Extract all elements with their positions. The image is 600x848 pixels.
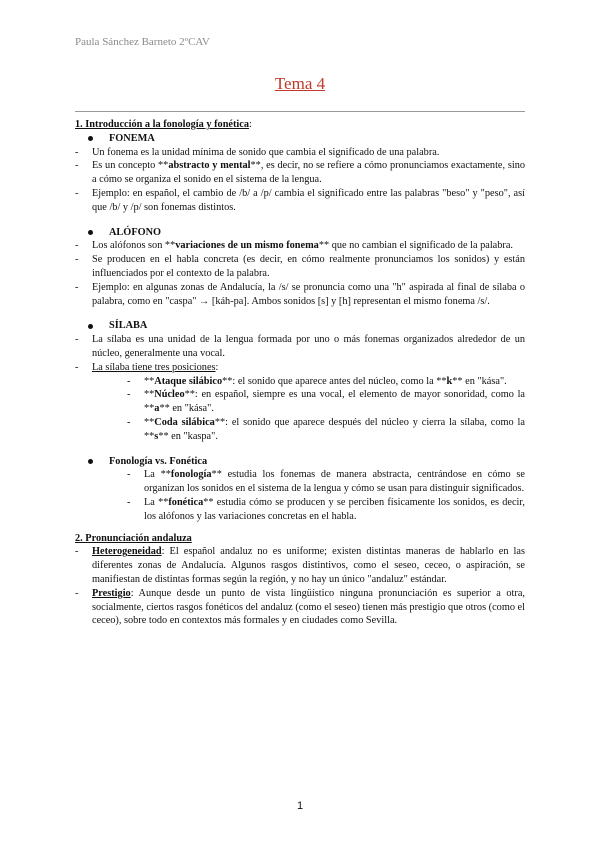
fonema-item-3: - Ejemplo: en español, el cambio de /b/ a /p/ cambia el significado entre las palabras "beso" y "peso", así que /b/ y /p/ son fonemas distintos. — [75, 187, 525, 215]
page-title: Tema 4 — [274, 74, 326, 93]
section-1-heading: 1. Introducción a la fonología y fonética — [75, 119, 250, 130]
alofono-item-1: - Los alófonos son **variaciones de un mismo fonema** que no cambian el significado de la palabra. — [75, 239, 525, 253]
andaluz-item-heterogeneidad: - Heterogeneidad: El español andaluz no es uniforme; existen distintas maneras de hablarlo en las diferentes zonas de Andalucía. Algunos rasgos distintivos, como el seseo, ceceo, o aspiración, se manifiestan de distintas formas según la región, y no hay un único "andaluz" estándar. — [75, 545, 525, 586]
bullet-silaba: SÍLABA — [75, 319, 525, 333]
silaba-item-2: - La sílaba tiene tres posiciones: — [75, 361, 525, 375]
page-header-author: Paula Sánchez Barneto 2ºCAV — [75, 36, 210, 48]
fvf-item-fonologia: - La **fonología** estudia los fonemas de manera abstracta, centrándose en cómo se organizan los sonidos en el sistema de la lengua y cómo se usan para distinguir significados. — [75, 468, 525, 496]
page-number: 1 — [296, 800, 304, 812]
fonema-item-2: - Es un concepto **abstracto y mental**, es decir, no se refiere a cómo pronunciamos exactamente, sino a cómo se organiza el sonido en el sistema de la lengua. — [75, 159, 525, 187]
silaba-position-nucleo: - **Núcleo**: en español, siempre es una vocal, el elemento de mayor sonoridad, como la **a** en "kása". — [75, 388, 525, 416]
bullet-fonema: FONEMA — [75, 132, 525, 146]
section-1-heading-line — [75, 118, 525, 132]
silaba-item-1: - La sílaba es una unidad de la lengua formada por uno o más fonemas organizados alrededor de un núcleo, generalmente una vocal. — [75, 333, 525, 361]
alofono-item-3: - Ejemplo: en algunas zonas de Andalucía, la /s/ se pronuncia como una "h" aspirada al final de sílaba o palabra, como en "caspa" → [káh-pa]. Ambos sonidos [s] y [h] representan el mismo fonema /s/. — [75, 281, 525, 309]
section-1-colon: : — [249, 119, 252, 130]
bullet-alofono: ALÓFONO — [75, 226, 525, 240]
alofono-item-2: - Se producen en el habla concreta (es decir, en cómo realmente pronunciamos los sonidos) y están influenciados por el contexto de la palabra. — [75, 253, 525, 281]
andaluz-item-prestigio: - Prestigio: Aunque desde un punto de vista lingüístico ninguna pronunciación es superior a otra, socialmente, ciertos rasgos fonéticos del andaluz (como el seseo) tienen más prestigio que otros (como el ceceo), sobre todo en contextos más formales y en ciudades como Sevilla. — [75, 587, 525, 628]
fonema-item-1: - Un fonema es la unidad mínima de sonido que cambia el significado de una palabra. — [75, 146, 525, 160]
fvf-item-fonetica: - La **fonética** estudia cómo se producen y se perciben físicamente los sonidos, es decir, los alófonos y las variaciones concretas en el habla. — [75, 496, 525, 524]
section-2-heading: 2. Pronunciación andaluza — [75, 532, 192, 544]
silaba-position-coda: - **Coda silábica**: el sonido que aparece después del núcleo y cierra la sílaba, como la **s** en "kaspa". — [75, 416, 525, 444]
title-divider — [75, 111, 525, 112]
bullet-fonologia-vs-fonetica: Fonología vs. Fonética — [75, 455, 525, 469]
silaba-position-ataque: - **Ataque silábico**: el sonido que aparece antes del núcleo, como la **k** en "kása". — [75, 375, 525, 389]
document-body — [75, 118, 525, 628]
